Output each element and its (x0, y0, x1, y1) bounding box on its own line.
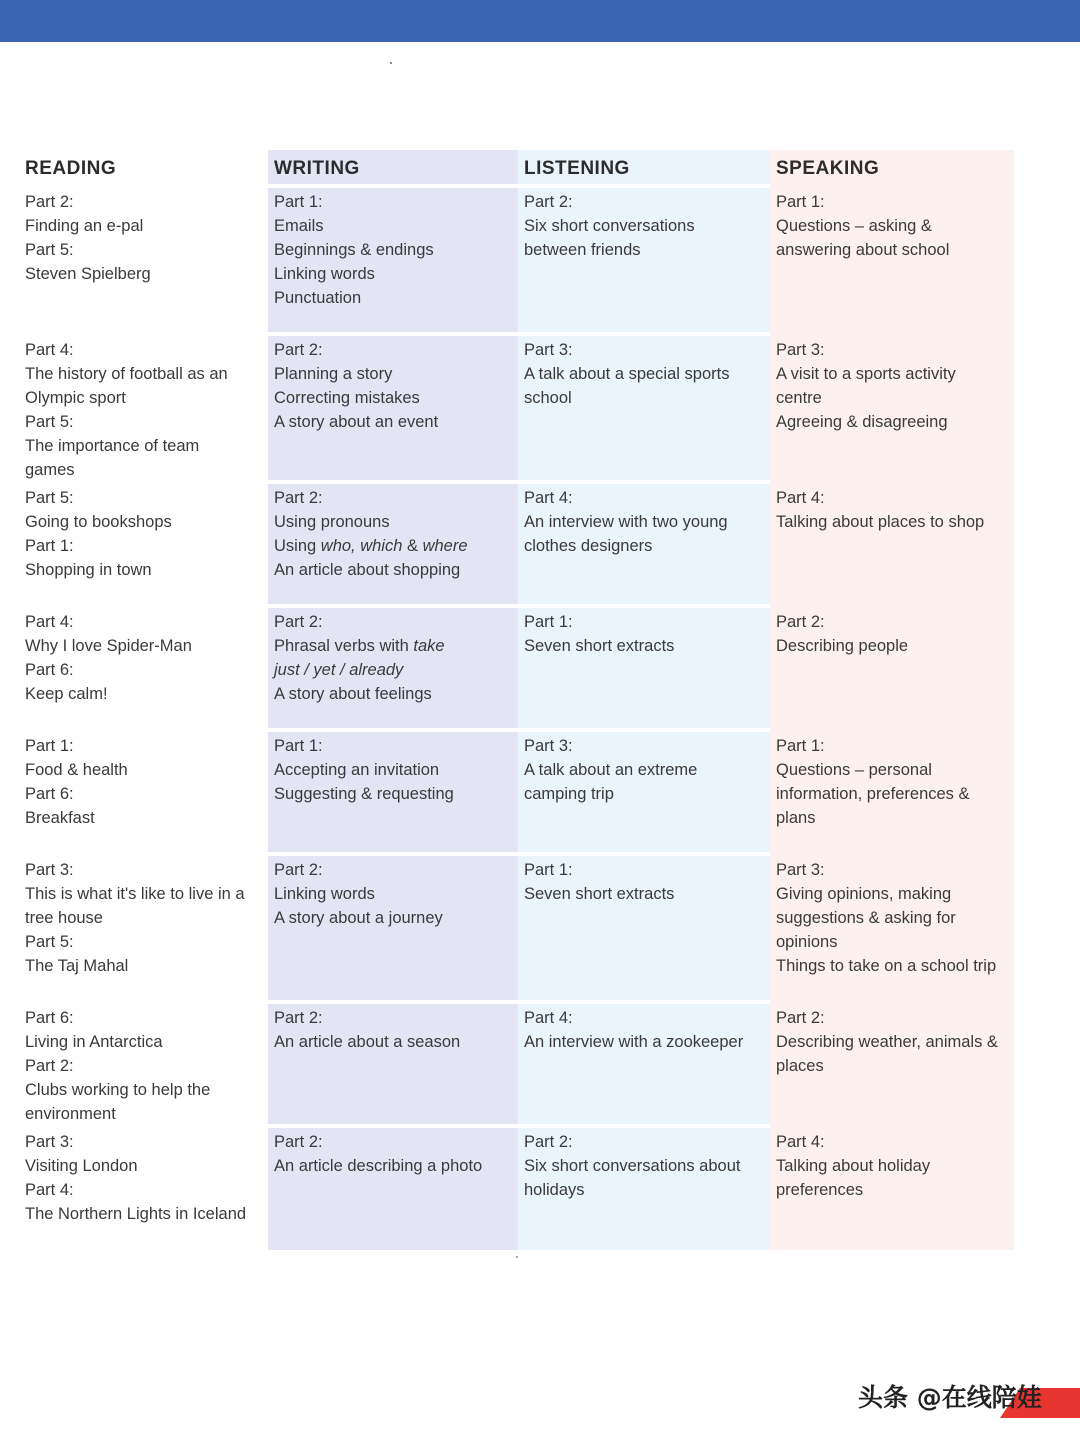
speaking-cell: Part 3: Giving opinions, making suggestions & asking for opinions Things to take on a school trip (776, 861, 997, 975)
print-speck (516, 1256, 518, 1258)
reading-cell: Part 6: Living in Antarctica Part 2: Clubs working to help the environment (25, 1009, 211, 1123)
listening-cell: Part 4: An interview with two young clothes designers (524, 489, 728, 555)
speaking-header: SPEAKING (776, 158, 880, 179)
reading-cell: Part 4: The history of football as an Olympic sport Part 5: The importance of team games (25, 341, 228, 479)
listening-cell: Part 1: Seven short extracts (524, 861, 675, 903)
reading-cell: Part 1: Food & health Part 6: Breakfast (25, 737, 128, 827)
row-separator (268, 1124, 770, 1128)
speaking-cell: Part 1: Questions – personal information, preferences & plans (776, 737, 970, 827)
reading-cell: Part 2: Finding an e-pal Part 5: Steven Spielberg (25, 193, 151, 283)
speaking-cell: Part 3: A visit to a sports activity centre Agreeing & disagreeing (776, 341, 956, 431)
writing-cell: Part 1: Accepting an invitation Suggesting & requesting (274, 737, 454, 803)
writing-cell: Part 2: Phrasal verbs with take just / yet / already A story about feelings (274, 613, 445, 703)
listening-cell: Part 3: A talk about an extreme camping trip (524, 737, 698, 803)
listening-header: LISTENING (524, 158, 630, 179)
reading-cell: Part 5: Going to bookshops Part 1: Shopping in town (25, 489, 172, 579)
row-separator (268, 184, 770, 188)
row-separator (268, 852, 770, 856)
speaking-cell: Part 1: Questions – asking & answering about school (776, 193, 950, 259)
row-separator (268, 604, 770, 608)
listening-cell: Part 1: Seven short extracts (524, 613, 675, 655)
listening-cell: Part 4: An interview with a zookeeper (524, 1009, 744, 1051)
reading-cell: Part 4: Why I love Spider-Man Part 6: Keep calm! (25, 613, 192, 703)
top-color-bar (0, 0, 1080, 42)
writing-cell: Part 2: An article describing a photo (274, 1133, 483, 1175)
reading-cell: Part 3: Visiting London Part 4: The Northern Lights in Iceland (25, 1133, 247, 1223)
speaking-cell: Part 2: Describing people (776, 613, 909, 655)
speaking-cell: Part 4: Talking about holiday preferences (776, 1133, 931, 1199)
listening-cell: Part 2: Six short conversations between friends (524, 193, 695, 259)
row-separator (268, 332, 770, 336)
reading-cell: Part 3: This is what it's like to live in a tree house Part 5: The Taj Mahal (25, 861, 245, 975)
row-separator (268, 1000, 770, 1004)
writing-cell: Part 1: Emails Beginnings & endings Linking words Punctuation (274, 193, 434, 307)
watermark: 头条 @在线陪娃 (858, 1383, 1042, 1412)
listening-cell: Part 3: A talk about a special sports school (524, 341, 730, 407)
speaking-cell: Part 2: Describing weather, animals & places (776, 1009, 998, 1075)
writing-cell: Part 2: Using pronouns Using who, which & where An article about shopping (274, 489, 468, 579)
row-separator (268, 480, 770, 484)
writing-cell: Part 2: An article about a season (274, 1009, 461, 1051)
speaking-cell: Part 4: Talking about places to shop (776, 489, 985, 531)
reading-header: READING (25, 158, 117, 179)
row-separator (268, 728, 770, 732)
writing-cell: Part 2: Linking words A story about a journey (274, 861, 443, 927)
speaking-column-background (770, 150, 1014, 1250)
listening-column-background (518, 150, 770, 1250)
writing-header: WRITING (274, 158, 360, 179)
writing-cell: Part 2: Planning a story Correcting mistakes A story about an event (274, 341, 439, 431)
print-speck (390, 62, 392, 64)
listening-cell: Part 2: Six short conversations about holidays (524, 1133, 741, 1199)
